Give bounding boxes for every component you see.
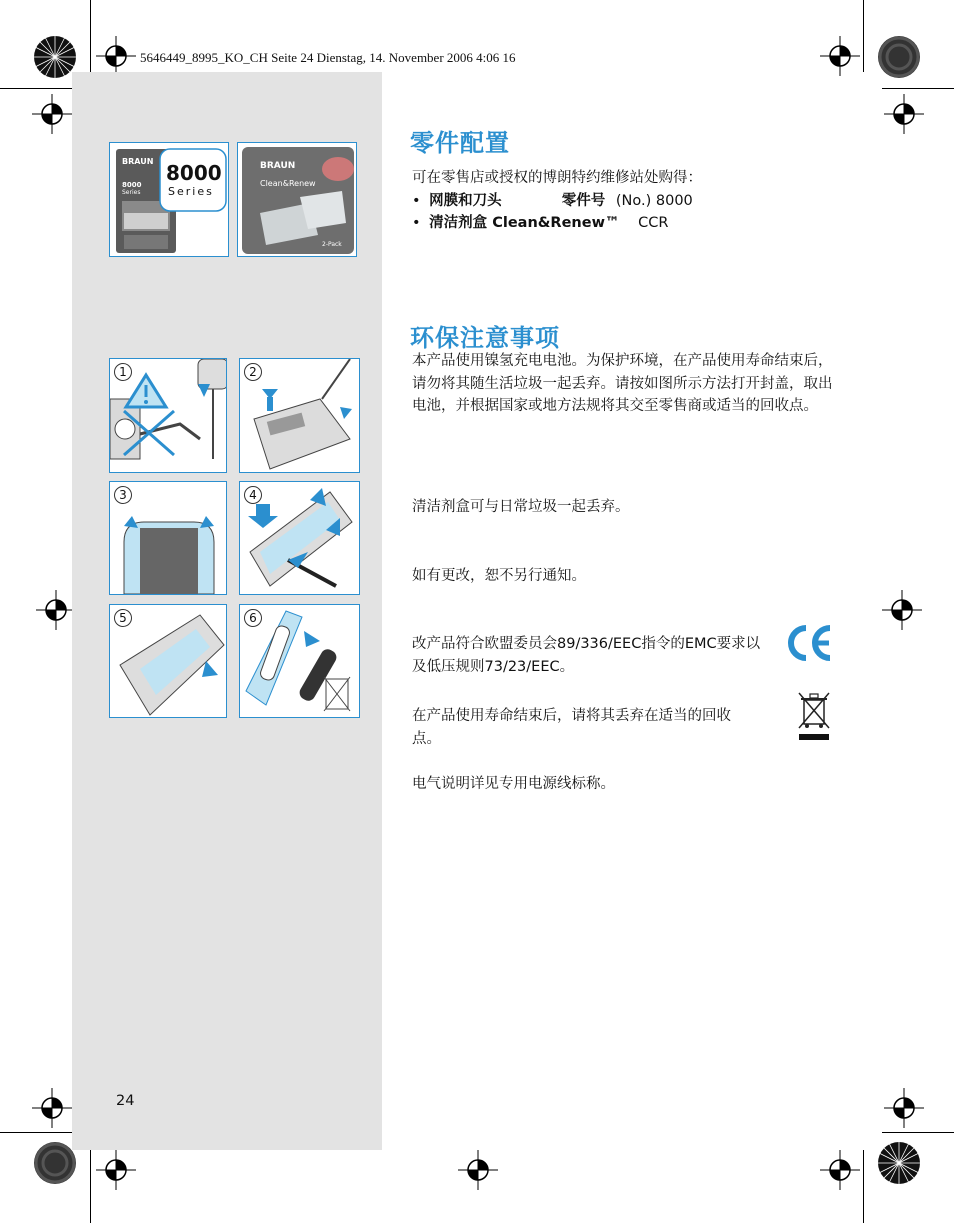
step-figure-remove-battery [239, 604, 360, 718]
ce-mark-icon [784, 620, 834, 666]
bullet: • [412, 215, 421, 231]
starburst-calibration-icon [876, 1140, 922, 1186]
electrical-spec-text: 电气说明详见专用电源线标称。 [412, 776, 615, 792]
foil-cutter-pack-image [109, 142, 229, 257]
step-figure-unscrew [239, 481, 360, 595]
step-number: 5 [114, 609, 132, 627]
parts-item [412, 212, 832, 235]
small-model-number: 8000 [122, 181, 142, 189]
emc-compliance-text: 改产品符合欧盟委员会89/336/EEC指令的EMC要求以及低压规则73/23/EEC。 [412, 636, 761, 675]
step-figure-remove-foil [109, 481, 227, 595]
crop-mark [90, 0, 91, 72]
starburst-calibration-icon [876, 34, 922, 80]
part-code-label: 零件号 [561, 192, 606, 209]
crop-mark [90, 1150, 91, 1223]
registration-mark-icon [820, 36, 860, 76]
crop-mark [0, 88, 72, 89]
crop-mark [863, 1150, 864, 1223]
registration-mark-icon [820, 1150, 860, 1190]
parts-list [412, 167, 832, 235]
step-figure-open-cover [239, 358, 360, 473]
crop-mark [882, 88, 954, 89]
registration-mark-icon [32, 94, 72, 134]
registration-mark-icon [96, 1150, 136, 1190]
print-slug: 5646449_8995_KO_CH Seite 24 Dienstag, 14. November 2006 4:06 16 [140, 50, 516, 65]
registration-mark-icon [36, 590, 76, 630]
section-title-environment: 环保注意事项 [410, 324, 560, 352]
parts-intro: 可在零售店或授权的博朗特约维修站处购得： [412, 170, 702, 186]
parts-item [412, 190, 832, 213]
product-name: Clean&Renew [260, 179, 316, 188]
brand-logo-text: BRAUN [122, 157, 154, 166]
battery-disposal-text: 本产品使用镍氢充电电池。为保护环境，在产品使用寿命结束后，请勿将其随生活垃圾一起丢弃。请按如图所示方法打开封盖，取出电池，并根据国家或地方法规将其交至零售商或适当的回收点。 [412, 353, 833, 414]
step-number: 6 [244, 609, 262, 627]
registration-mark-icon [882, 590, 922, 630]
part-code-value: (No.) 8000 [615, 192, 693, 209]
step-figure-separate-housing [109, 604, 227, 718]
model-number: 8000 [166, 161, 222, 185]
bullet: • [412, 192, 421, 209]
changes-notice-text: 如有更改，恕不另行通知。 [412, 568, 586, 584]
clean-renew-pack-image [237, 142, 357, 257]
step-figure-unplug [109, 358, 227, 473]
step-number: 2 [244, 363, 262, 381]
part-name: 清洁剂盒 Clean&Renew™ [429, 215, 620, 231]
registration-mark-icon [884, 94, 924, 134]
brand-logo-text: BRAUN [260, 161, 296, 171]
cartridge-disposal-text: 清洁剂盒可与日常垃圾一起丢弃。 [412, 499, 630, 515]
crop-mark [0, 1132, 72, 1133]
series-label: Series [168, 185, 214, 198]
step-number: 3 [114, 486, 132, 504]
section-title-parts: 零件配置 [410, 129, 510, 157]
part-code-value: CCR [638, 215, 669, 231]
crossed-out-wheelie-bin-icon [796, 690, 832, 742]
registration-mark-icon [884, 1088, 924, 1128]
registration-mark-icon [32, 1088, 72, 1128]
part-name: 网膜和刀头 [429, 192, 502, 209]
crop-mark [863, 0, 864, 72]
step-number: 1 [114, 363, 132, 381]
crop-mark [882, 1132, 954, 1133]
end-of-life-text: 在产品使用寿命结束后，请将其丢弃在适当的回收点。 [412, 708, 731, 747]
page-number: 24 [116, 1093, 135, 1109]
small-series-label: Series [122, 189, 141, 196]
pack-size: 2-Pack [322, 241, 342, 248]
registration-mark-icon [96, 36, 136, 76]
step-number: 4 [244, 486, 262, 504]
registration-mark-icon [458, 1150, 498, 1190]
